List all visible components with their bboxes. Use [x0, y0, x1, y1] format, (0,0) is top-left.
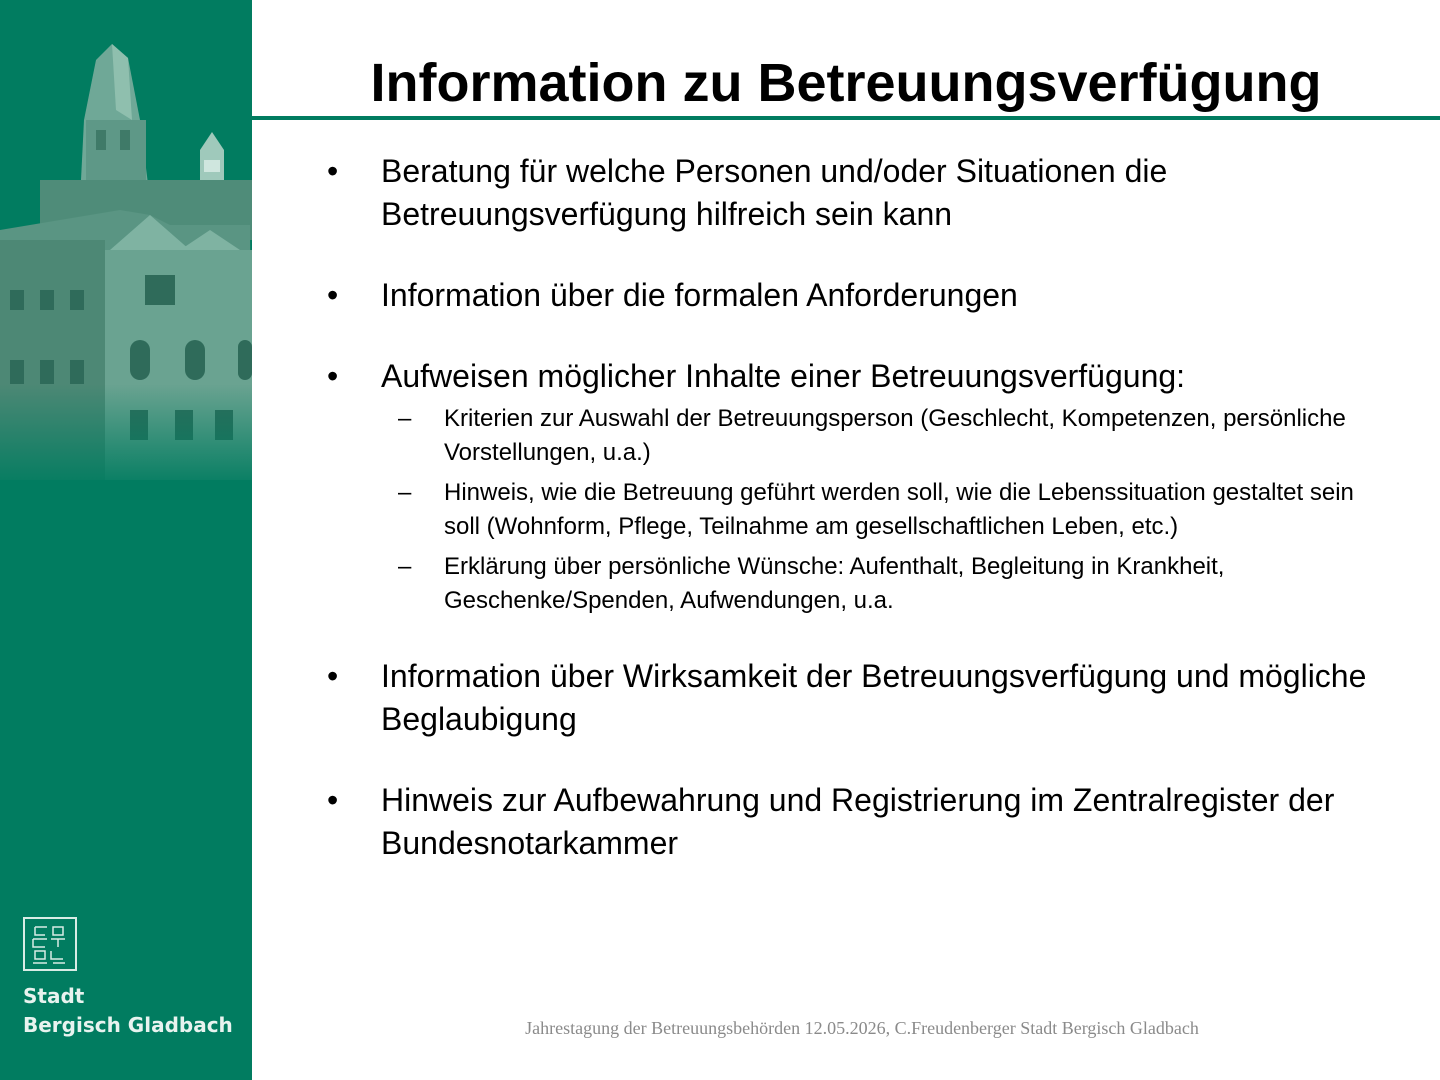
bergisch-gladbach-crest-icon — [23, 917, 77, 971]
bullet-mark: • — [327, 658, 339, 694]
sub-list — [381, 402, 1387, 617]
sub-mark: – — [398, 479, 412, 506]
bullet-item — [327, 779, 1387, 865]
bullet-text: Information über die formalen Anforderungen — [381, 277, 1018, 313]
bullet-list — [327, 150, 1387, 903]
sub-item — [381, 402, 1387, 469]
sub-text: Erklärung über persönliche Wünsche: Aufenthalt, Begleitung in Krankheit, Geschenke/Spenden, Aufwendungen, u.a. — [444, 553, 1225, 614]
bullet-item — [327, 655, 1387, 741]
logo-line-city-name: Bergisch Gladbach — [23, 1013, 233, 1037]
bullet-item — [327, 150, 1387, 236]
sub-text: Kriterien zur Auswahl der Betreuungsperson (Geschlecht, Kompetenzen, persönliche Vorstellungen, u.a.) — [444, 405, 1346, 466]
city-hall-photo — [0, 0, 252, 480]
bullet-item — [327, 274, 1387, 317]
bullet-text: Information über Wirksamkeit der Betreuungsverfügung und mögliche Beglaubigung — [381, 658, 1367, 737]
sub-item — [381, 550, 1387, 617]
sub-mark: – — [398, 405, 412, 432]
slide-title: Information zu Betreuungsverfügung — [370, 53, 1322, 113]
sub-item — [381, 476, 1387, 543]
sub-text: Hinweis, wie die Betreuung geführt werden soll, wie die Lebenssituation gestaltet sein soll (Wohnform, Pflege, Teilnahme am gesellschaftlichen Leben, etc.) — [444, 479, 1354, 540]
bullet-mark: • — [327, 358, 339, 394]
bullet-text: Hinweis zur Aufbewahrung und Registrierung im Zentralregister der Bundesnotarkammer — [381, 782, 1335, 861]
city-logo-text — [23, 982, 233, 1040]
bullet-mark: • — [327, 782, 339, 818]
bullet-text: Beratung für welche Personen und/oder Situationen die Betreuungsverfügung hilfreich sein kann — [381, 153, 1168, 232]
bullet-mark: • — [327, 153, 339, 189]
sidebar — [0, 0, 252, 1080]
logo-line-stadt: Stadt — [23, 984, 85, 1008]
bullet-mark: • — [327, 277, 339, 313]
title-underline — [252, 116, 1440, 120]
slide-footer: Jahrestagung der Betreuungsbehörden 12.05.2026, C.Freudenberger Stadt Bergisch Gladbach — [525, 1018, 1199, 1038]
bullet-item — [327, 355, 1387, 617]
sub-mark: – — [398, 553, 412, 580]
bullet-text: Aufweisen möglicher Inhalte einer Betreuungsverfügung: — [381, 358, 1186, 394]
